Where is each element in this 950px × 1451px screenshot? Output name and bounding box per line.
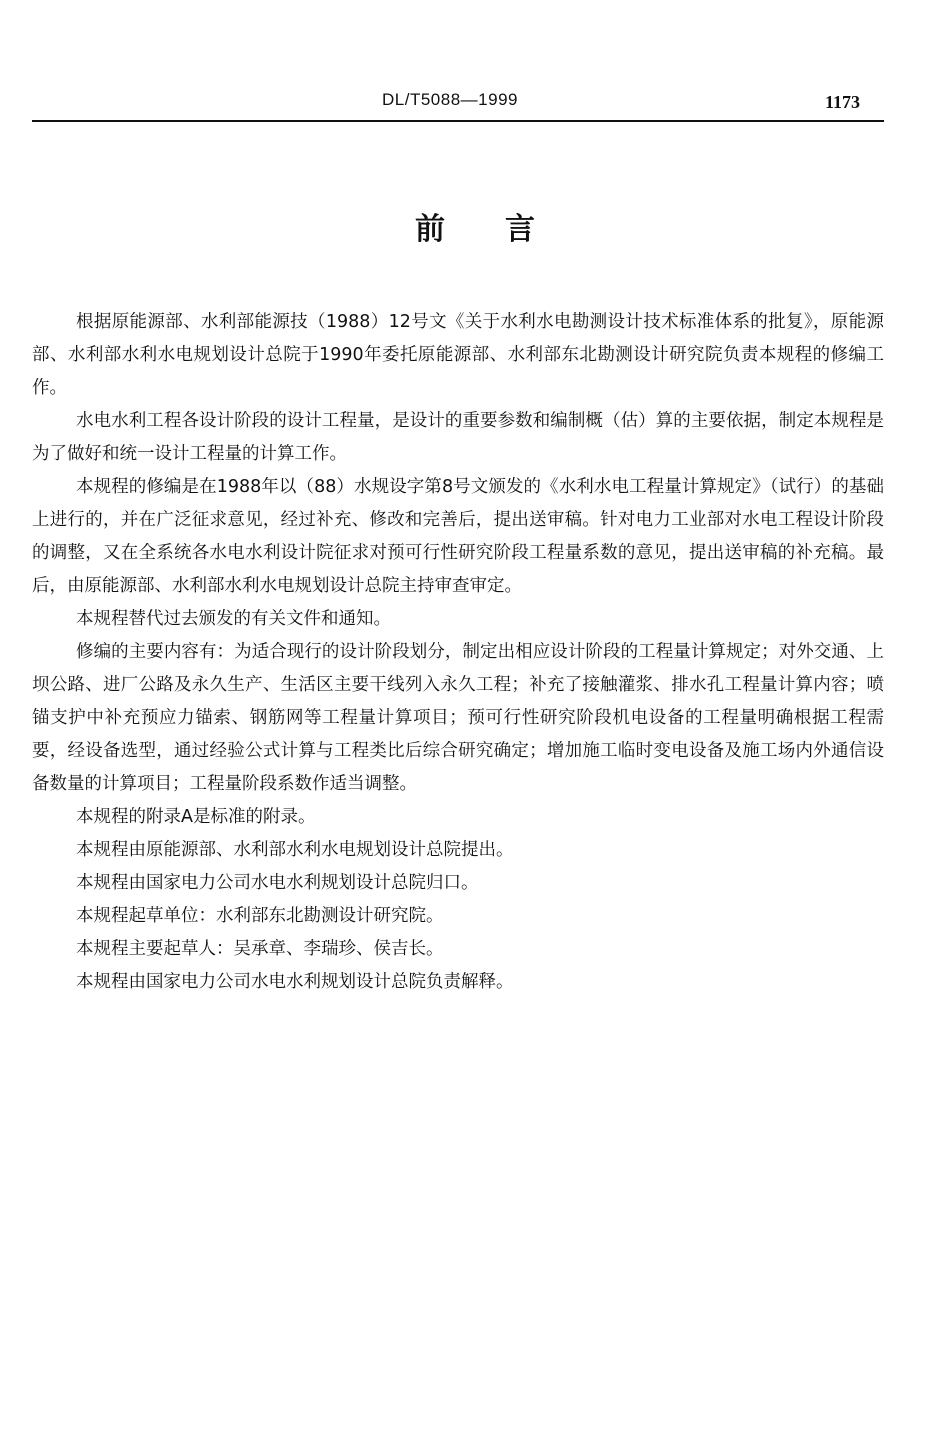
standard-code: DL/T5088—1999: [382, 90, 518, 109]
paragraph: 本规程的附录A是标准的附录。: [76, 807, 316, 827]
paragraph: 本规程由国家电力公司水电水利规划设计总院归口。: [76, 873, 479, 893]
page-header: [32, 86, 884, 122]
paragraph: 本规程起草单位：水利部东北勘测设计研究院。: [76, 906, 444, 926]
paragraph: 本规程主要起草人：吴承章、李瑞珍、侯吉长。: [76, 939, 444, 959]
preface-body: [32, 306, 884, 999]
page-title: 前言: [415, 212, 595, 247]
paragraph: 本规程替代过去颁发的有关文件和通知。: [76, 609, 391, 629]
paragraph: 水电水利工程各设计阶段的设计工程量，是设计的重要参数和编制概（估）算的主要依据，制定本规程是为了做好和统一设计工程量的计算工作。: [32, 411, 884, 464]
page-number: 1173: [824, 92, 860, 112]
paragraph: 修编的主要内容有：为适合现行的设计阶段划分，制定出相应设计阶段的工程量计算规定；对外交通、上坝公路、进厂公路及永久生产、生活区主要干线列入永久工程；补充了接触灌浆、排水孔工程量计算内容；喷锚支护中补充预应力锚索、钢筋网等工程量计算项目；预可行性研究阶段机电设备的工程量明确根据工程需要，经设备选型，通过经验公式计算与工程类比后综合研究确定；增加施工临时变电设备及施工场内外通信设备数量的计算项目；工程量阶段系数作适当调整。: [32, 642, 884, 794]
paragraph: 本规程由国家电力公司水电水利规划设计总院负责解释。: [76, 972, 514, 992]
paragraph: 本规程的修编是在1988年以（88）水规设字第8号文颁发的《水利水电工程量计算规定》（试行）的基础上进行的，并在广泛征求意见，经过补充、修改和完善后，提出送审稿。针对电力工业部对水电工程设计阶段的调整，又在全系统各水电水利设计院征求对预可行性研究阶段工程量系数的意见，提出送审稿的补充稿。最后，由原能源部、水利部水利水电规划设计总院主持审查审定。: [32, 477, 884, 596]
paragraph: 根据原能源部、水利部能源技（1988）12号文《关于水利水电勘测设计技术标准体系的批复》，原能源部、水利部水利水电规划设计总院于1990年委托原能源部、水利部东北勘测设计研究院负责本规程的修编工作。: [32, 312, 884, 398]
paragraph: 本规程由原能源部、水利部水利水电规划设计总院提出。: [76, 840, 514, 860]
